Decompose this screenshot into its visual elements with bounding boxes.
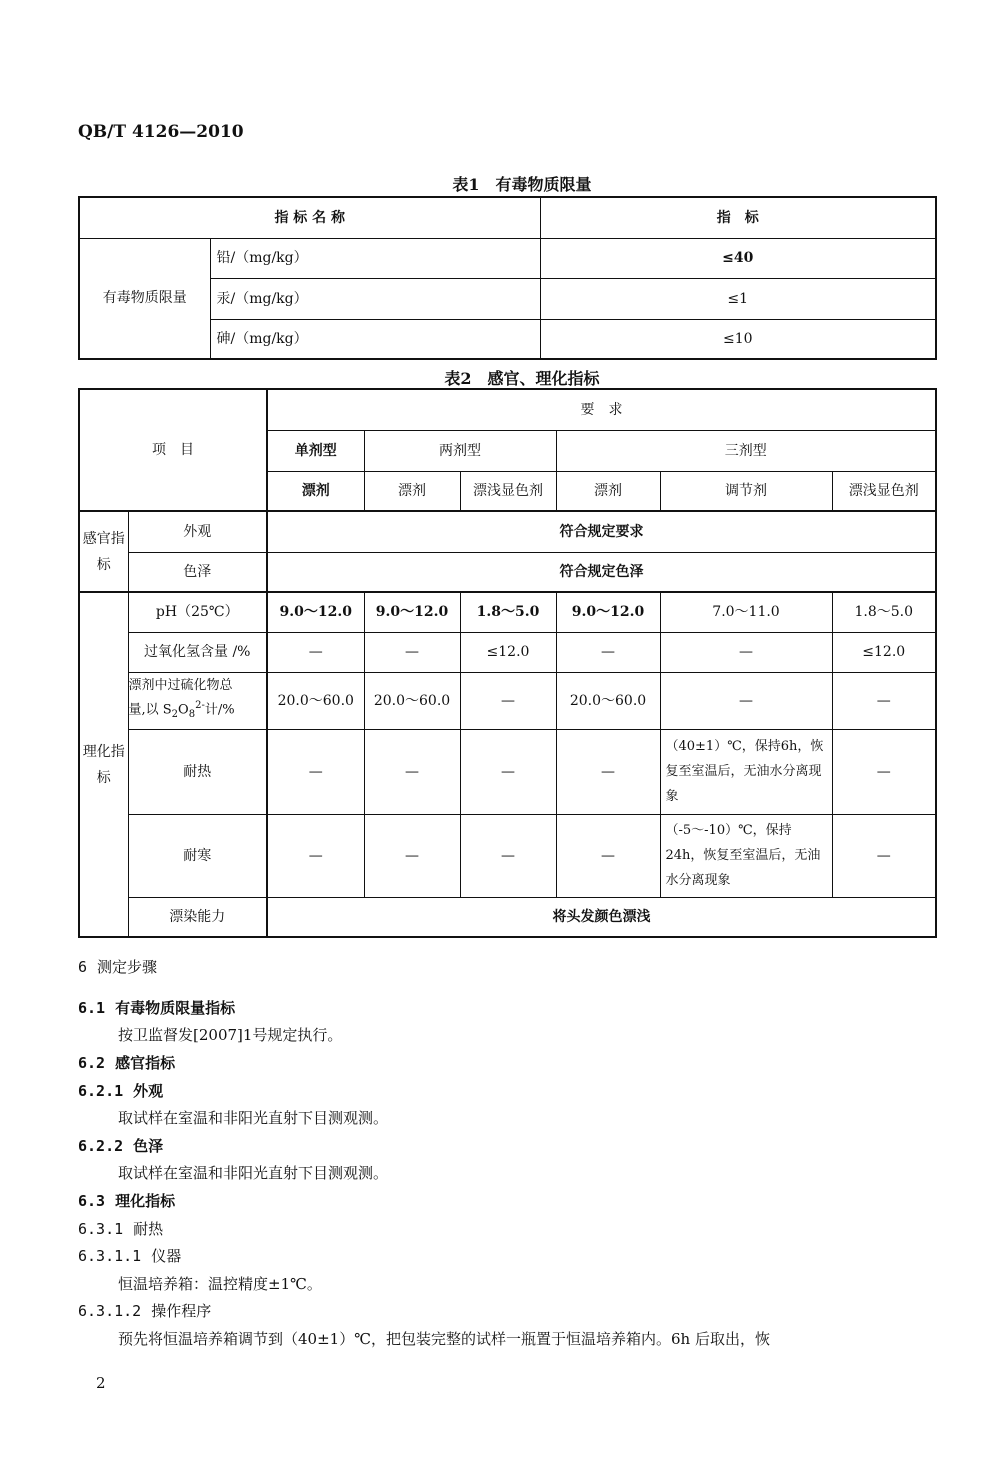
dye-name: 漂染能力 bbox=[128, 897, 267, 937]
sub-header: 漂剂 bbox=[267, 471, 364, 511]
persulfate-value: — bbox=[460, 672, 556, 729]
heat-value: — bbox=[832, 729, 936, 814]
cold-value: — bbox=[364, 814, 460, 897]
table1-group-label: 有毒物质限量 bbox=[79, 238, 210, 359]
peroxide-value: — bbox=[364, 632, 460, 672]
toxic-limits-table bbox=[78, 196, 937, 360]
section-heading: 6.3.1.1 仪器 bbox=[78, 1247, 182, 1265]
type-triple-header: 三剂型 bbox=[556, 430, 936, 471]
section-heading: 6.2.1 外观 bbox=[78, 1082, 164, 1100]
heat-value: — bbox=[364, 729, 460, 814]
ph-value: 9.0～12.0 bbox=[267, 592, 364, 632]
physchem-group-label: 理化指标 bbox=[79, 592, 128, 937]
cold-value-conditioner: （-5～-10）℃，保持24h，恢复至室温后，无油水分离现象 bbox=[660, 814, 832, 897]
persulfate-subscript: 2 bbox=[171, 708, 179, 720]
section-heading: 6.3.1.2 操作程序 bbox=[78, 1302, 212, 1320]
table1-header-name: 指 标 名 称 bbox=[79, 197, 540, 238]
section-body: 取试样在室温和非阳光直射下目测观测。 bbox=[118, 1164, 389, 1182]
table1-caption: 表1 有毒物质限量 bbox=[452, 175, 592, 194]
section-heading: 6.2 感官指标 bbox=[78, 1054, 176, 1072]
persulfate-superscript: 2- bbox=[195, 700, 205, 712]
heat-value: — bbox=[267, 729, 364, 814]
persulfate-name bbox=[128, 672, 267, 729]
table2-requirement-header: 要 求 bbox=[267, 389, 936, 430]
table1-header-value: 指 标 bbox=[540, 197, 936, 238]
persulfate-subscript: 8 bbox=[188, 708, 196, 720]
sub-header: 漂浅显色剂 bbox=[832, 471, 936, 511]
peroxide-value: — bbox=[267, 632, 364, 672]
table1-value-mercury: ≤1 bbox=[540, 278, 936, 319]
persulfate-name-line2a: 量,以 S bbox=[128, 702, 172, 718]
ph-value: 9.0～12.0 bbox=[556, 592, 660, 632]
heat-name: 耐热 bbox=[128, 729, 267, 814]
standard-code: QB/T 4126—2010 bbox=[78, 122, 244, 142]
persulfate-name-line2b: 计/% bbox=[204, 702, 235, 718]
table1-item-mercury: 汞/（mg/kg） bbox=[210, 278, 540, 319]
cold-value: — bbox=[556, 814, 660, 897]
ph-value: 9.0～12.0 bbox=[364, 592, 460, 632]
table2-item-header: 项 目 bbox=[79, 389, 267, 511]
sub-header: 漂剂 bbox=[556, 471, 660, 511]
persulfate-value: 20.0～60.0 bbox=[364, 672, 460, 729]
persulfate-oxygen: O bbox=[178, 702, 189, 718]
section-body: 取试样在室温和非阳光直射下目测观测。 bbox=[118, 1109, 389, 1127]
section-heading: 6 测定步骤 bbox=[78, 958, 158, 976]
table1-item-arsenic: 砷/（mg/kg） bbox=[210, 319, 540, 359]
sub-header: 调节剂 bbox=[660, 471, 832, 511]
section-body: 恒温培养箱：温控精度±1℃。 bbox=[118, 1275, 322, 1293]
table2-caption: 表2 感官、理化指标 bbox=[444, 369, 600, 388]
table1-item-lead: 铅/（mg/kg） bbox=[210, 238, 540, 278]
persulfate-value: 20.0～60.0 bbox=[556, 672, 660, 729]
table1-value-arsenic: ≤10 bbox=[540, 319, 936, 359]
heat-value: — bbox=[556, 729, 660, 814]
ph-value: 7.0～11.0 bbox=[660, 592, 832, 632]
sensory-value-color: 符合规定色泽 bbox=[267, 552, 936, 592]
persulfate-value: — bbox=[660, 672, 832, 729]
peroxide-value: ≤12.0 bbox=[460, 632, 556, 672]
sensory-value-appearance: 符合规定要求 bbox=[267, 511, 936, 552]
sensory-group-label: 感官指标 bbox=[79, 511, 128, 592]
section-heading: 6.1 有毒物质限量指标 bbox=[78, 999, 236, 1017]
section-body: 按卫监督发[2007]1号规定执行。 bbox=[118, 1026, 343, 1044]
sub-header: 漂剂 bbox=[364, 471, 460, 511]
section-heading: 6.3 理化指标 bbox=[78, 1192, 176, 1210]
cold-value: — bbox=[267, 814, 364, 897]
ph-name: pH（25℃） bbox=[128, 592, 267, 632]
heat-value: — bbox=[460, 729, 556, 814]
cold-value: — bbox=[832, 814, 936, 897]
sensory-name-color: 色泽 bbox=[128, 552, 267, 592]
type-double-header: 两剂型 bbox=[364, 430, 556, 471]
page-number: 2 bbox=[96, 1374, 106, 1392]
persulfate-value: — bbox=[832, 672, 936, 729]
peroxide-value: — bbox=[660, 632, 832, 672]
peroxide-name: 过氧化氢含量 /% bbox=[128, 632, 267, 672]
peroxide-value: — bbox=[556, 632, 660, 672]
sensory-name-appearance: 外观 bbox=[128, 511, 267, 552]
section-heading: 6.2.2 色泽 bbox=[78, 1137, 164, 1155]
ph-value: 1.8～5.0 bbox=[832, 592, 936, 632]
heat-value-conditioner: （40±1）℃，保持6h，恢复至室温后，无油水分离现象 bbox=[660, 729, 832, 814]
ph-value: 1.8～5.0 bbox=[460, 592, 556, 632]
sub-header: 漂浅显色剂 bbox=[460, 471, 556, 511]
cold-value: — bbox=[460, 814, 556, 897]
persulfate-value: 20.0～60.0 bbox=[267, 672, 364, 729]
section-body: 预先将恒温培养箱调节到（40±1）℃，把包装完整的试样一瓶置于恒温培养箱内。6h 后取出，恢 bbox=[118, 1330, 770, 1348]
sensory-physchem-table bbox=[78, 388, 937, 938]
persulfate-name-line1: 漂剂中过硫化物总 bbox=[128, 678, 233, 694]
table1-value-lead: ≤40 bbox=[540, 238, 936, 278]
dye-value: 将头发颜色漂浅 bbox=[267, 897, 936, 937]
section-heading: 6.3.1 耐热 bbox=[78, 1220, 164, 1238]
peroxide-value: ≤12.0 bbox=[832, 632, 936, 672]
cold-name: 耐寒 bbox=[128, 814, 267, 897]
type-single-header: 单剂型 bbox=[267, 430, 364, 471]
